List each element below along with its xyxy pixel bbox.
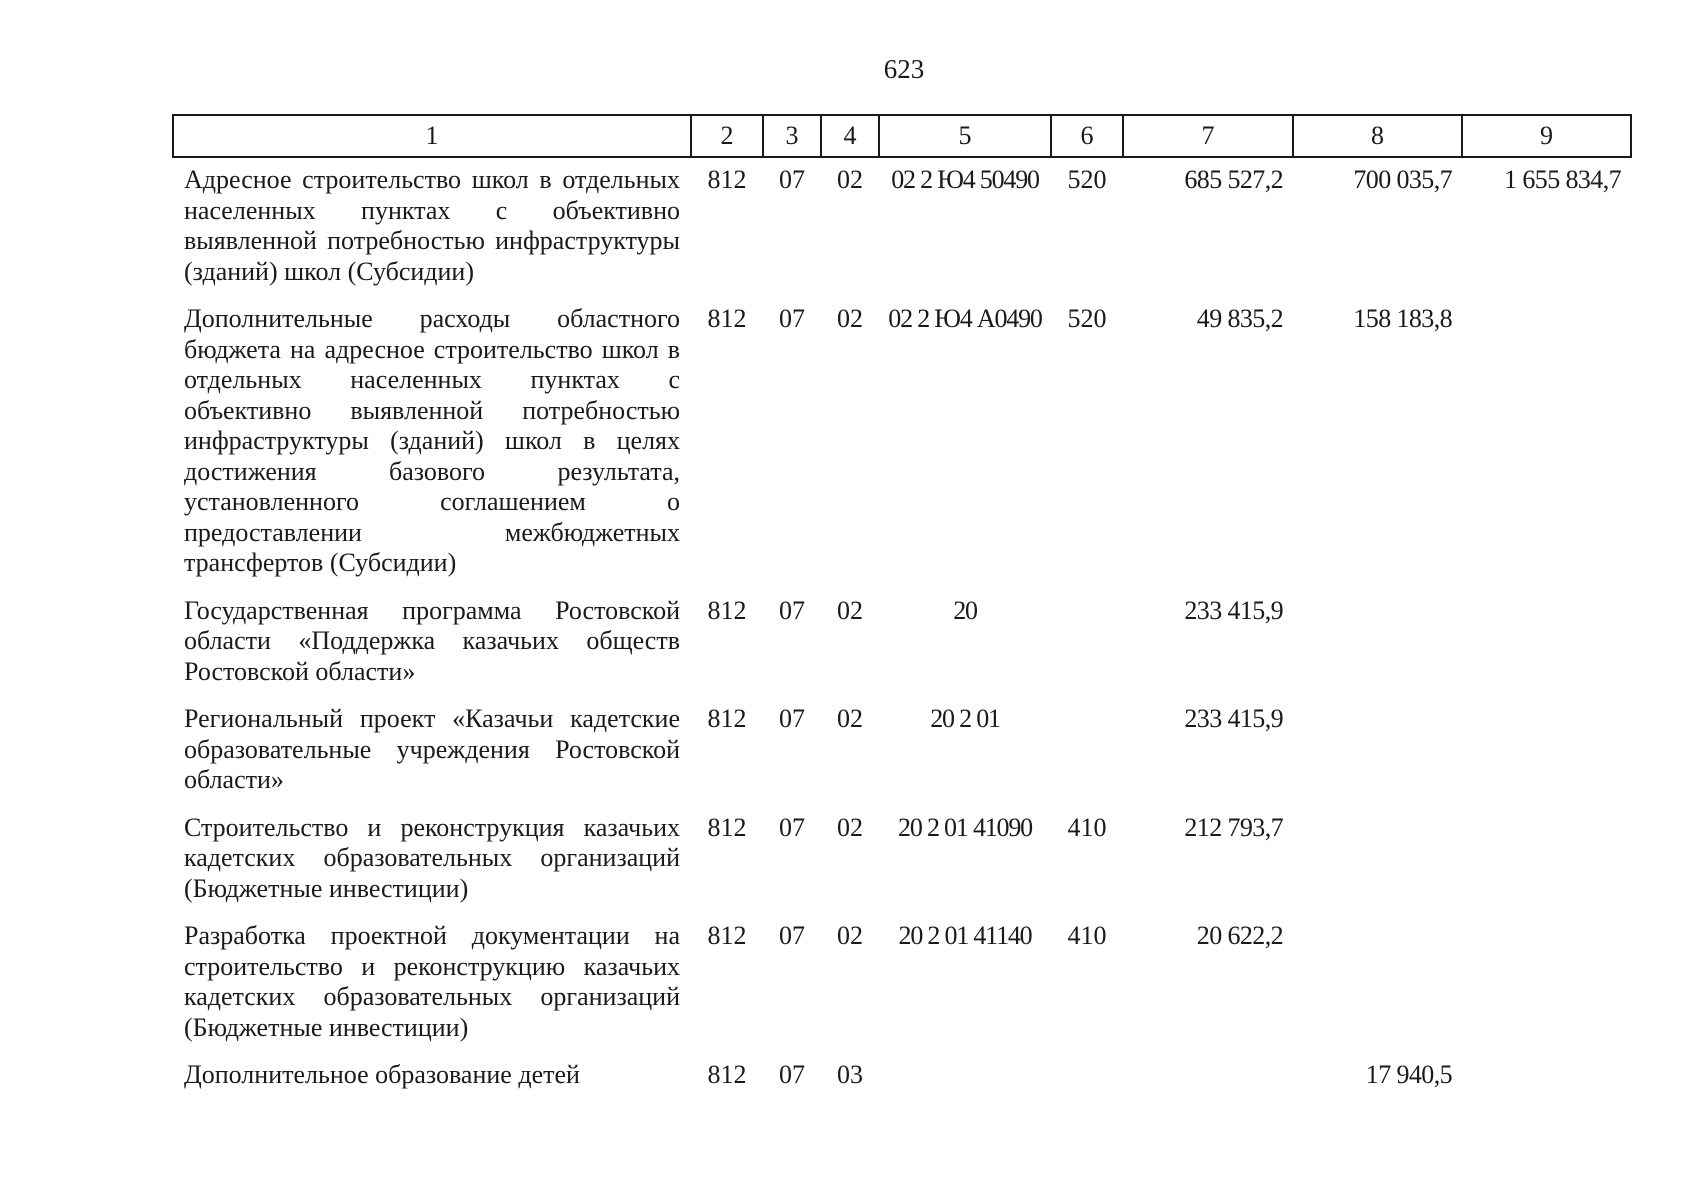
- cell-amount-col7: 212 793,7: [1184, 812, 1283, 842]
- cell-expense-type: 520: [1067, 304, 1107, 333]
- cell-subsection: 02: [837, 921, 863, 950]
- cell-amount-col8: 158 183,8: [1353, 304, 1452, 333]
- cell-subsection: 02: [837, 812, 863, 842]
- cell-target-article: 20: [953, 595, 977, 625]
- cell-amount-col8: [1293, 697, 1462, 806]
- column-header-6: 6: [1051, 115, 1123, 157]
- cell-amount-col8: [1293, 589, 1462, 698]
- table-row: [173, 914, 1631, 1053]
- column-header-2: 2: [691, 115, 763, 157]
- table-row: [173, 157, 1631, 297]
- cell-section: 07: [779, 704, 805, 733]
- cell-amount-col7: [1123, 1053, 1293, 1101]
- cell-target-article: 02 2 Ю4 А0490: [888, 304, 1042, 333]
- cell-amount-col9: [1462, 1053, 1631, 1101]
- cell-amount-col8: 17 940,5: [1365, 1060, 1452, 1089]
- row-name: Разработка проектной документации на строительство и реконструкцию казачьих кадетских образовательных организаций (Бюджетные инвестиции): [184, 921, 680, 1042]
- cell-amount-col9: [1462, 297, 1631, 589]
- budget-table: [172, 114, 1632, 1101]
- cell-amount-col9: [1462, 589, 1631, 698]
- cell-amount-col7: 233 415,9: [1184, 595, 1283, 625]
- cell-subsection: 03: [837, 1060, 863, 1089]
- cell-expense-type: 520: [1067, 165, 1107, 194]
- row-name: Региональный проект «Казачьи кадетские образовательные учреждения Ростовской области»: [184, 704, 680, 794]
- cell-ministry-code: 812: [707, 812, 747, 842]
- cell-amount-col7: 685 527,2: [1184, 165, 1283, 194]
- row-name: Дополнительные расходы областного бюджета на адресное строительство школ в отдельных населенных пунктах с объективно выявленной потребностью инфраструктуры (зданий) школ в целях достижения базового результата, установленного соглашением о предоставлении межбюджетных трансфертов (Субсидии): [184, 304, 680, 577]
- cell-section: 07: [779, 921, 805, 950]
- column-header-1: 1: [173, 115, 691, 157]
- row-name: Строительство и реконструкция казачьих кадетских образовательных организаций (Бюджетные инвестиции): [184, 812, 680, 903]
- column-header-4: 4: [821, 115, 879, 157]
- header-row: [173, 115, 1631, 157]
- cell-section: 07: [779, 304, 805, 333]
- cell-subsection: 02: [837, 595, 863, 625]
- column-header-8: 8: [1293, 115, 1462, 157]
- table-row: [173, 806, 1631, 915]
- cell-amount-col9: 1 655 834,7: [1504, 165, 1621, 194]
- page-number: 623: [883, 54, 925, 84]
- table-header: [173, 115, 1631, 157]
- cell-subsection: 02: [837, 165, 863, 194]
- cell-target-article: 20 2 01 41090: [898, 812, 1032, 842]
- cell-amount-col8: [1293, 806, 1462, 915]
- cell-amount-col7: 20 622,2: [1196, 921, 1283, 950]
- cell-section: 07: [779, 812, 805, 842]
- table-body: [173, 157, 1631, 1101]
- cell-expense-type: [1051, 697, 1123, 806]
- column-header-9: 9: [1462, 115, 1631, 157]
- cell-amount-col7: 233 415,9: [1184, 704, 1283, 733]
- table-row: [173, 589, 1631, 698]
- cell-expense-type: 410: [1067, 921, 1107, 950]
- column-header-5: 5: [879, 115, 1051, 157]
- cell-ministry-code: 812: [707, 165, 747, 194]
- cell-subsection: 02: [837, 704, 863, 733]
- cell-expense-type: 410: [1067, 812, 1107, 842]
- cell-ministry-code: 812: [707, 1060, 747, 1089]
- cell-ministry-code: 812: [707, 704, 747, 733]
- cell-target-article: [879, 1053, 1051, 1101]
- cell-section: 07: [779, 595, 805, 625]
- column-header-3: 3: [763, 115, 821, 157]
- cell-ministry-code: 812: [707, 921, 747, 950]
- cell-expense-type: [1051, 1053, 1123, 1101]
- cell-section: 07: [779, 165, 805, 194]
- cell-subsection: 02: [837, 304, 863, 333]
- cell-amount-col7: 49 835,2: [1196, 304, 1283, 333]
- table-row: [173, 697, 1631, 806]
- column-header-7: 7: [1123, 115, 1293, 157]
- cell-ministry-code: 812: [707, 304, 747, 333]
- cell-amount-col9: [1462, 806, 1631, 915]
- row-name: Государственная программа Ростовской области «Поддержка казачьих обществ Ростовской области»: [184, 595, 680, 686]
- row-name: Адресное строительство школ в отдельных населенных пунктах с объективно выявленной потребностью инфраструктуры (зданий) школ (Субсидии): [184, 165, 680, 286]
- cell-target-article: 02 2 Ю4 50490: [891, 165, 1039, 194]
- cell-section: 07: [779, 1060, 805, 1089]
- row-name: Дополнительное образование детей: [184, 1060, 580, 1089]
- cell-amount-col8: 700 035,7: [1353, 165, 1452, 194]
- table-row: [173, 1053, 1631, 1101]
- cell-target-article: 20 2 01 41140: [898, 921, 1032, 950]
- cell-amount-col9: [1462, 914, 1631, 1053]
- cell-target-article: 20 2 01: [930, 704, 1000, 733]
- table-row: [173, 297, 1631, 589]
- cell-amount-col9: [1462, 697, 1631, 806]
- cell-expense-type: [1051, 589, 1123, 698]
- cell-ministry-code: 812: [707, 595, 747, 625]
- cell-amount-col8: [1293, 914, 1462, 1053]
